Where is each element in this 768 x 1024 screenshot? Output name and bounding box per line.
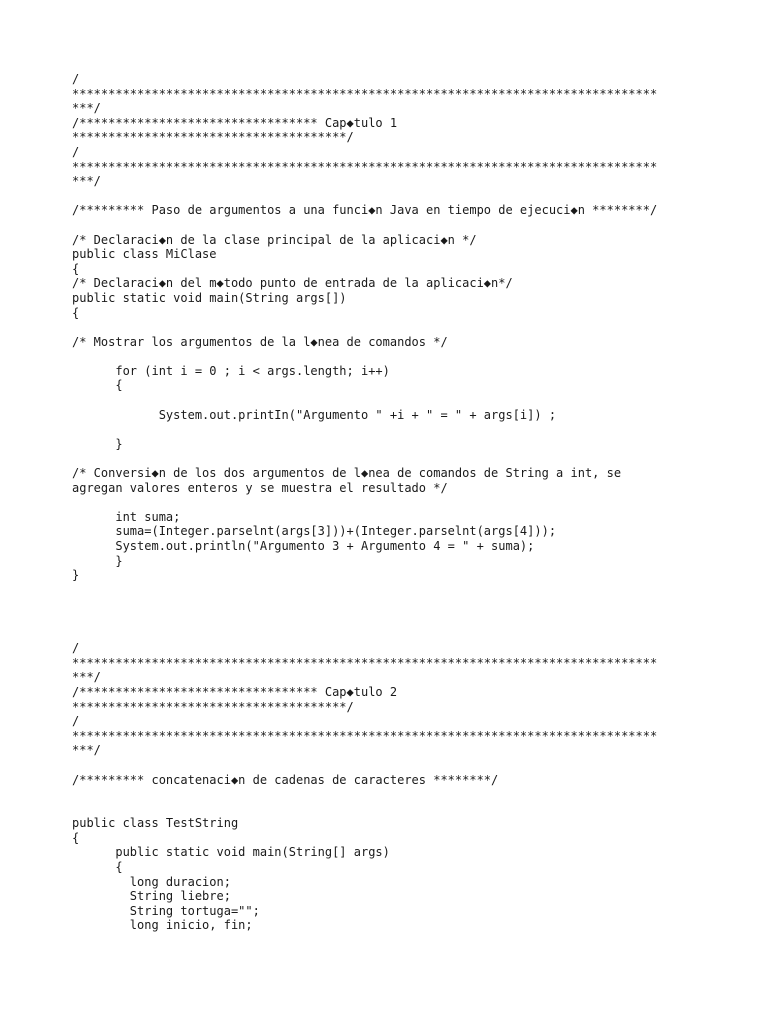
code-line: **************************************/ xyxy=(72,699,354,714)
code-line xyxy=(72,320,712,335)
code-line: /* Conversi◆n de los dos argumentos de l◆nea de comandos de String a int, se xyxy=(72,466,622,481)
code-line: / xyxy=(72,72,80,86)
code-line xyxy=(72,758,712,773)
code-line xyxy=(72,583,712,598)
code-line: ********************************************************************************* xyxy=(72,655,658,670)
code-line xyxy=(72,451,712,466)
code-line: /********* Paso de argumentos a una funci◆n Java en tiempo de ejecuci◆n ********/ xyxy=(72,203,658,218)
code-line: /********* concatenaci◆n de cadenas de caracteres ********/ xyxy=(72,772,499,787)
code-line: } xyxy=(72,553,123,568)
code-line: / xyxy=(72,641,80,656)
code-line xyxy=(72,597,712,612)
code-line: { xyxy=(72,378,123,393)
code-line: ********************************************************************************* xyxy=(72,159,658,174)
code-line: /* Declaraci◆n del m◆todo punto de entrada de la aplicaci◆n*/ xyxy=(72,276,513,291)
code-line: long inicio, fin; xyxy=(72,918,253,933)
code-line: **************************************/ xyxy=(72,130,354,145)
code-line xyxy=(72,495,712,510)
code-line: System.out.printIn("Argumento " +i + " = " + args[i]) ; xyxy=(72,407,557,422)
code-line xyxy=(72,189,712,204)
document-page xyxy=(72,72,712,933)
code-line xyxy=(72,422,712,437)
code-line: /********************************* Cap◆tulo 1 xyxy=(72,115,398,130)
code-line xyxy=(72,802,712,817)
code-line: int suma; xyxy=(72,509,181,524)
code-line: ********************************************************************************* xyxy=(72,86,658,101)
code-line: /* Mostrar los argumentos de la l◆nea de comandos */ xyxy=(72,334,448,349)
code-line: String tortuga=""; xyxy=(72,903,260,918)
code-line xyxy=(72,349,712,364)
code-line: ********************************************************************************* xyxy=(72,728,658,743)
code-line: public static void main(String args[]) xyxy=(72,290,347,305)
code-line xyxy=(72,218,712,233)
code-line: / xyxy=(72,144,80,159)
code-line xyxy=(72,627,712,642)
code-line: public class MiClase xyxy=(72,247,217,262)
code-line xyxy=(72,393,712,408)
code-line: public class TestString xyxy=(72,816,239,831)
code-line: agregan valores enteros y se muestra el resultado */ xyxy=(72,480,448,495)
code-line xyxy=(72,787,712,802)
code-line: long duracion; xyxy=(72,874,231,889)
code-line: /* Declaraci◆n de la clase principal de la aplicaci◆n */ xyxy=(72,232,477,247)
code-line: suma=(Integer.parselnt(args[3]))+(Integer.parselnt(args[4])); xyxy=(72,524,557,539)
code-line: ***/ xyxy=(72,101,101,116)
code-line: { xyxy=(72,860,123,875)
code-line: { xyxy=(72,261,80,276)
code-line: ***/ xyxy=(72,743,101,758)
code-line: System.out.println("Argumento 3 + Argumento 4 = " + suma); xyxy=(72,539,535,553)
code-line: / xyxy=(72,714,80,729)
code-line: ***/ xyxy=(72,670,101,685)
code-line: } xyxy=(72,568,80,583)
code-line: } xyxy=(72,436,123,451)
code-line: String liebre; xyxy=(72,889,231,904)
code-line: { xyxy=(72,305,80,320)
code-line: for (int i = 0 ; i < args.length; i++) xyxy=(72,363,390,378)
code-line: { xyxy=(72,830,80,845)
code-line: public static void main(String[] args) xyxy=(72,845,390,860)
code-line xyxy=(72,612,712,627)
code-line: /********************************* Cap◆tulo 2 xyxy=(72,684,398,699)
code-line: ***/ xyxy=(72,174,101,189)
